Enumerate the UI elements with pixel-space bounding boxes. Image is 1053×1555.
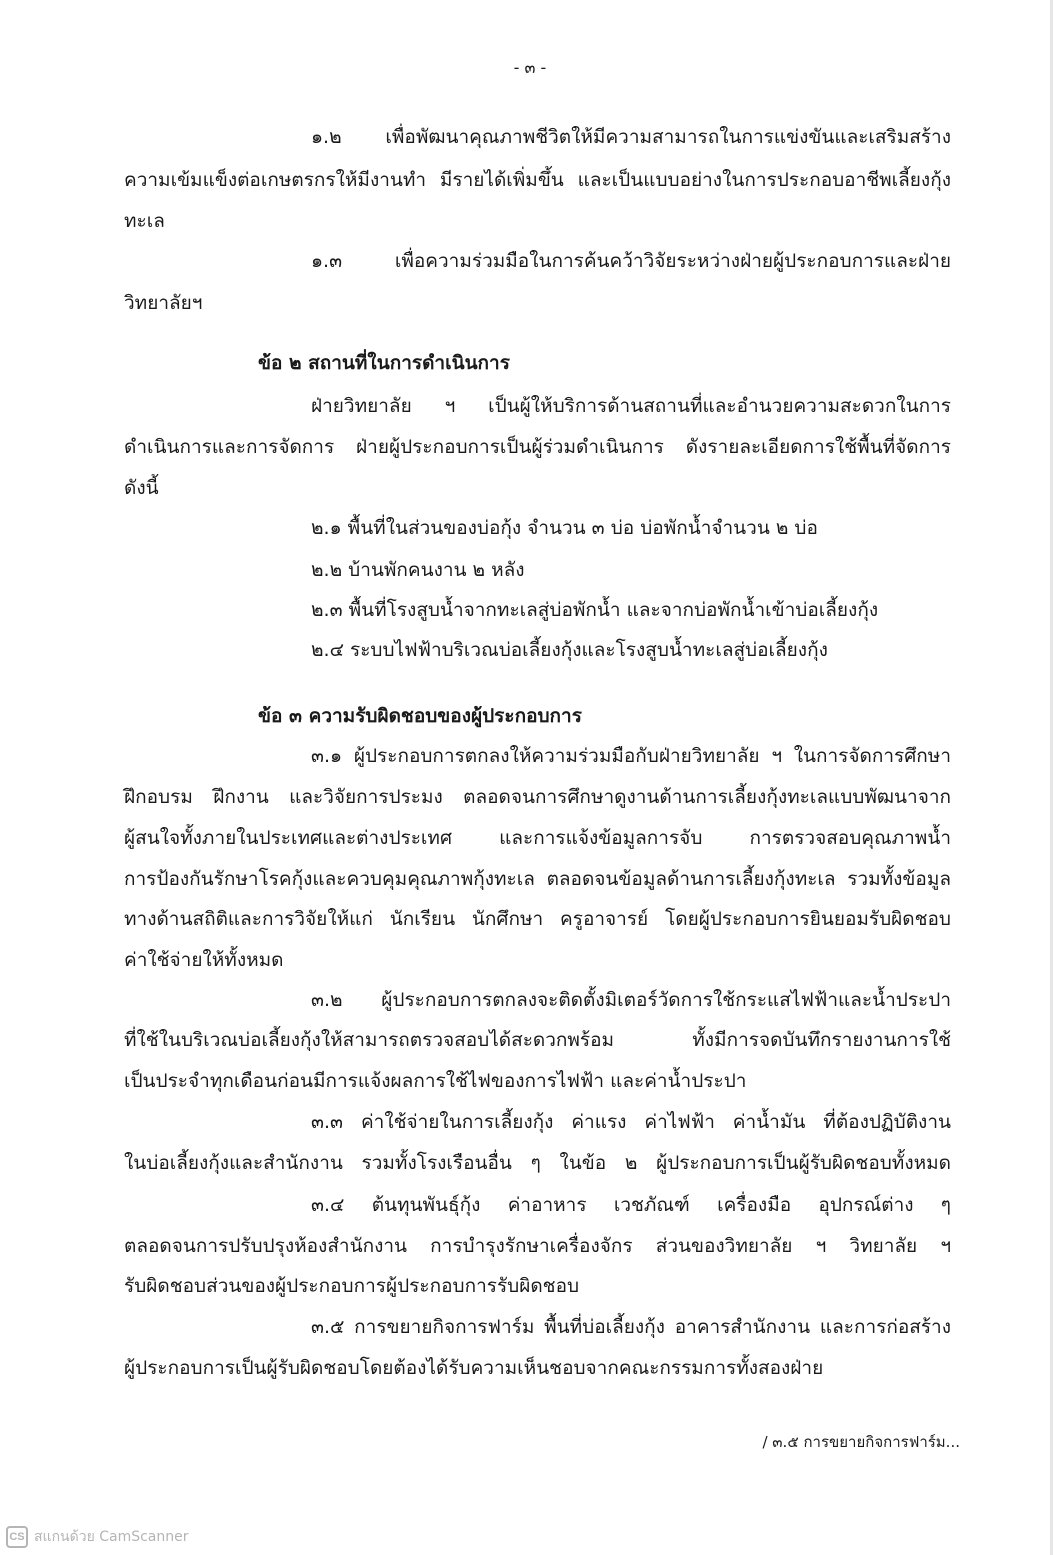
- section-2-para-line-1: ฝ่ายวิทยาลัย ฯ เป็นผู้ให้บริการด้านสถานที่และอำนวยความสะดวกในการ: [311, 395, 951, 417]
- item-1-2-line-2: ความเข้มแข็งต่อเกษตรกรให้มีงานทำ มีรายได้เพิ่มขึ้น และเป็นแบบอย่างในการประกอบอาชีพเลี้ยงกุ้ง: [124, 169, 951, 191]
- section-2-item: ๒.๒ บ้านพักคนงาน ๒ หลัง: [311, 559, 525, 581]
- item-3-1-line: การป้องกันรักษาโรคกุ้งและควบคุมคุณภาพกุ้งทะเล ตลอดจนข้อมูลด้านการเลี้ยงกุ้งทะเล รวมทั้งข้อมูล: [124, 868, 951, 890]
- item-3-2-line: ๓.๒ ผู้ประกอบการตกลงจะติดตั้งมิเตอร์วัดการใช้กระแสไฟฟ้าและน้ำประปา: [311, 989, 951, 1011]
- continuation-note: / ๓.๕ การขยายกิจการฟาร์ม...: [762, 1433, 960, 1451]
- item-1-2-line-1: ๑.๒ เพื่อพัฒนาคุณภาพชีวิตให้มีความสามารถในการแข่งขันและเสริมสร้าง: [311, 126, 951, 148]
- item-1-2-line-3: ทะเล: [124, 210, 165, 232]
- section-2-item: ๒.๓ พื้นที่โรงสูบน้ำจากทะเลสู่บ่อพักน้ำ และจากบ่อพักน้ำเข้าบ่อเลี้ยงกุ้ง: [311, 599, 879, 621]
- item-3-5-line: ๓.๕ การขยายกิจการฟาร์ม พื้นที่บ่อเลี้ยงกุ้ง อาคารสำนักงาน และการก่อสร้าง: [311, 1316, 951, 1338]
- section-2-item: ๒.๔ ระบบไฟฟ้าบริเวณบ่อเลี้ยงกุ้งและโรงสูบน้ำทะเลสู่บ่อเลี้ยงกุ้ง: [311, 639, 828, 661]
- item-3-4-line: ตลอดจนการปรับปรุงห้องสำนักงาน การบำรุงรักษาเครื่องจักร ส่วนของวิทยาลัย ฯ วิทยาลัย ฯ: [124, 1235, 951, 1257]
- section-2-heading: ข้อ ๒ สถานที่ในการดำเนินการ: [258, 352, 510, 374]
- item-3-2-line: ที่ใช้ในบริเวณบ่อเลี้ยงกุ้งให้สามารถตรวจสอบได้สะดวกพร้อม ทั้งมีการจดบันทึกรายงานการใช้: [124, 1029, 951, 1051]
- section-3-heading: ข้อ ๓ ความรับผิดชอบของผู้ประกอบการ: [258, 705, 582, 727]
- item-1-3-line-2: วิทยาลัยฯ: [124, 292, 203, 314]
- item-3-5-line: ผู้ประกอบการเป็นผู้รับผิดชอบโดยต้องได้รับความเห็นชอบจากคณะกรรมการทั้งสองฝ่าย: [124, 1357, 824, 1379]
- camscanner-watermark: [6, 1524, 189, 1550]
- item-3-4-line: รับผิดชอบส่วนของผู้ประกอบการผู้ประกอบการรับผิดชอบ: [124, 1275, 580, 1297]
- item-3-4-line: ๓.๔ ต้นทุนพันธุ์กุ้ง ค่าอาหาร เวชภัณฑ์ เครื่องมือ อุปกรณ์ต่าง ๆ: [311, 1194, 951, 1216]
- item-3-3-line: ในบ่อเลี้ยงกุ้งและสำนักงาน รวมทั้งโรงเรือนอื่น ๆ ในข้อ ๒ ผู้ประกอบการเป็นผู้รับผิดชอบทั้งหมด: [124, 1152, 951, 1174]
- item-3-2-line: เป็นประจำทุกเดือนก่อนมีการแจ้งผลการใช้ไฟของการไฟฟ้า และค่าน้ำประปา: [124, 1070, 747, 1092]
- camscanner-logo-icon: CS: [6, 1526, 28, 1548]
- section-2-item: ๒.๑ พื้นที่ในส่วนของบ่อกุ้ง จำนวน ๓ บ่อ บ่อพักน้ำจำนวน ๒ บ่อ: [311, 517, 818, 539]
- page-number: - ๓ -: [513, 58, 547, 77]
- watermark-label: สแกนด้วย CamScanner: [34, 1529, 189, 1545]
- item-3-1-line: ทางด้านสถิติและการวิจัยให้แก่ นักเรียน นักศึกษา ครูอาจารย์ โดยผู้ประกอบการยินยอมรับผิดชอบ: [124, 908, 951, 930]
- item-3-1-line: ค่าใช้จ่ายให้ทั้งหมด: [124, 949, 284, 971]
- item-3-1-line: ๓.๑ ผู้ประกอบการตกลงให้ความร่วมมือกับฝ่ายวิทยาลัย ฯ ในการจัดการศึกษา: [311, 745, 951, 767]
- item-1-3-line-1: ๑.๓ เพื่อความร่วมมือในการค้นคว้าวิจัยระหว่างฝ่ายผู้ประกอบการและฝ่าย: [311, 250, 951, 272]
- item-3-1-line: ฝึกอบรม ฝึกงาน และวิจัยการประมง ตลอดจนการศึกษาดูงานด้านการเลี้ยงกุ้งทะเลแบบพัฒนาจาก: [124, 786, 951, 808]
- section-2-para-line-2: ดำเนินการและการจัดการ ฝ่ายผู้ประกอบการเป็นผู้ร่วมดำเนินการ ดังรายละเอียดการใช้พื้นที่จัดการ: [124, 436, 951, 458]
- item-3-3-line: ๓.๓ ค่าใช้จ่ายในการเลี้ยงกุ้ง ค่าแรง ค่าไฟฟ้า ค่าน้ำมัน ที่ต้องปฏิบัติงาน: [311, 1111, 951, 1133]
- section-2-para-line-3: ดังนี้: [124, 477, 159, 499]
- item-3-1-line: ผู้สนใจทั้งภายในประเทศและต่างประเทศ และการแจ้งข้อมูลการจับ การตรวจสอบคุณภาพน้ำ: [124, 827, 951, 849]
